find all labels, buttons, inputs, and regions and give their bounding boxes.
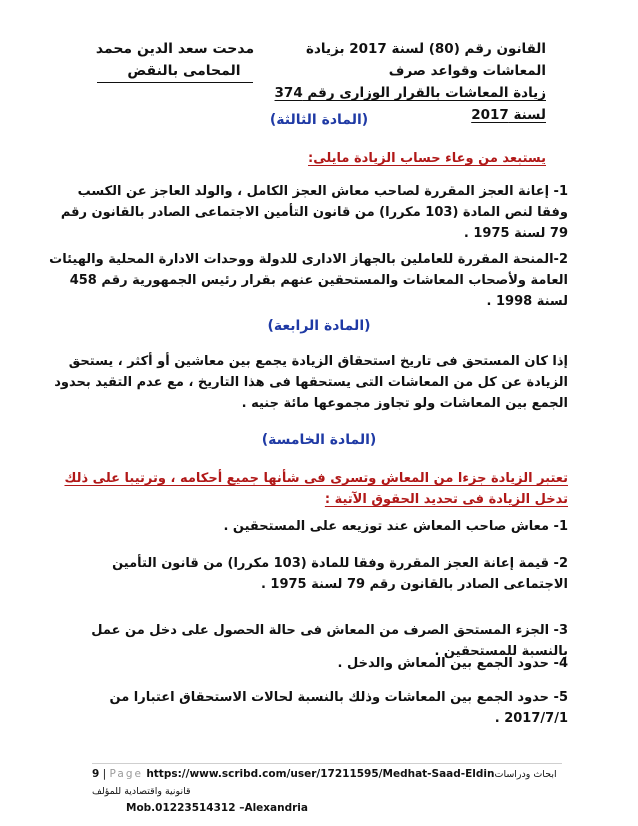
page-number: 9 <box>92 768 100 780</box>
article5-item-2: 2- قيمة إعانة العجز المقررة وفقا للمادة (103 مكررا) من قانون التأمين الاجتماعى الصادر بالقانون رقم 79 لسنة 1975 . <box>112 556 568 592</box>
footer-separator: | <box>102 768 107 780</box>
footer-line <box>92 766 562 800</box>
page-footer <box>92 763 562 816</box>
article3-intro <box>76 148 546 169</box>
article3-intro-text: يستبعد من وعاء حساب الزيادة مايلى: <box>308 151 546 166</box>
article4-title: (المادة الرابعة) <box>267 318 371 334</box>
article5-item-1: 1- معاش صاحب المعاش عند توزيعه على المستحقين . <box>223 519 568 534</box>
article3-item-1: 1- إعانة العجز المقررة لصاحب معاش العجز الكامل ، والولد العاجز عن الكسب وفقا لنص المادة (103 مكررا) من قانون التأمين الاجتماعى الصادر بالقانون رقم 79 لسنة 1975 . <box>60 184 568 241</box>
article5-intro-text: تعتبر الزيادة جزءا من المعاش وتسرى فى شأنها جميع أحكامه ، وترتيبا على ذلك تدخل الزيادة فى تحديد الحقوق الآتية : <box>64 471 568 507</box>
law-title-line: القانون رقم (80) لسنة 2017 بزيادة المعاشات وقواعد صرف <box>306 41 546 79</box>
article5-item-4: 4- حدود الجمع بين المعاش والدخل . <box>337 656 568 671</box>
author-header <box>90 38 260 83</box>
author-note: ابحاث ودراسات قانونية واقتصادية للمؤلف <box>92 769 557 797</box>
footer-rule <box>92 763 562 764</box>
decree-title-line: زيادة المعاشات بالقرار الوزارى رقم 374 لسنة 2017 <box>274 85 546 123</box>
author-name: مدحت سعد الدين محمد <box>95 41 255 57</box>
author-profile-link[interactable]: https://www.scribd.com/user/17211595/Medhat-Saad-Eldin <box>146 768 495 780</box>
article4-text: إذا كان المستحق فى تاريخ استحقاق الزيادة يجمع بين معاشين أو أكثر ، يستحق الزيادة عن كل من المعاشات التى يستحقها فى هذا التاريخ ، مع عدم التقيد بحدود الجمع بين المعاشات ولو تجاوز مجموعها مائة جنيه . <box>54 354 568 411</box>
article3-title: (المادة الثالثة) <box>269 112 369 128</box>
article5-title: (المادة الخامسة) <box>261 432 377 448</box>
article5-intro <box>48 468 568 510</box>
page-label: Page <box>109 768 143 780</box>
article5-item-3: 3- الجزء المستحق الصرف من المعاش فى حالة الحصول على دخل من عمل بالنسبة للمستحقين . <box>91 623 568 659</box>
author-title: المحامى بالنقض <box>97 60 252 83</box>
article5-item-5: 5- حدود الجمع بين المعاشات وذلك بالنسبة لحالات الاستحقاق اعتبارا من 2017/7/1 . <box>109 690 568 726</box>
contact-mobile: Mob.01223514312 –Alexandria <box>126 802 308 814</box>
article3-item-2: 2-المنحة المقررة للعاملين بالجهاز الادارى للدولة ووحدات الادارة المحلية والهيئات العامة ولأصحاب المعاشات والمستحقين عنهم بقرار رئيس الجمهورية رقم 458 لسنة 1998 . <box>49 252 568 309</box>
